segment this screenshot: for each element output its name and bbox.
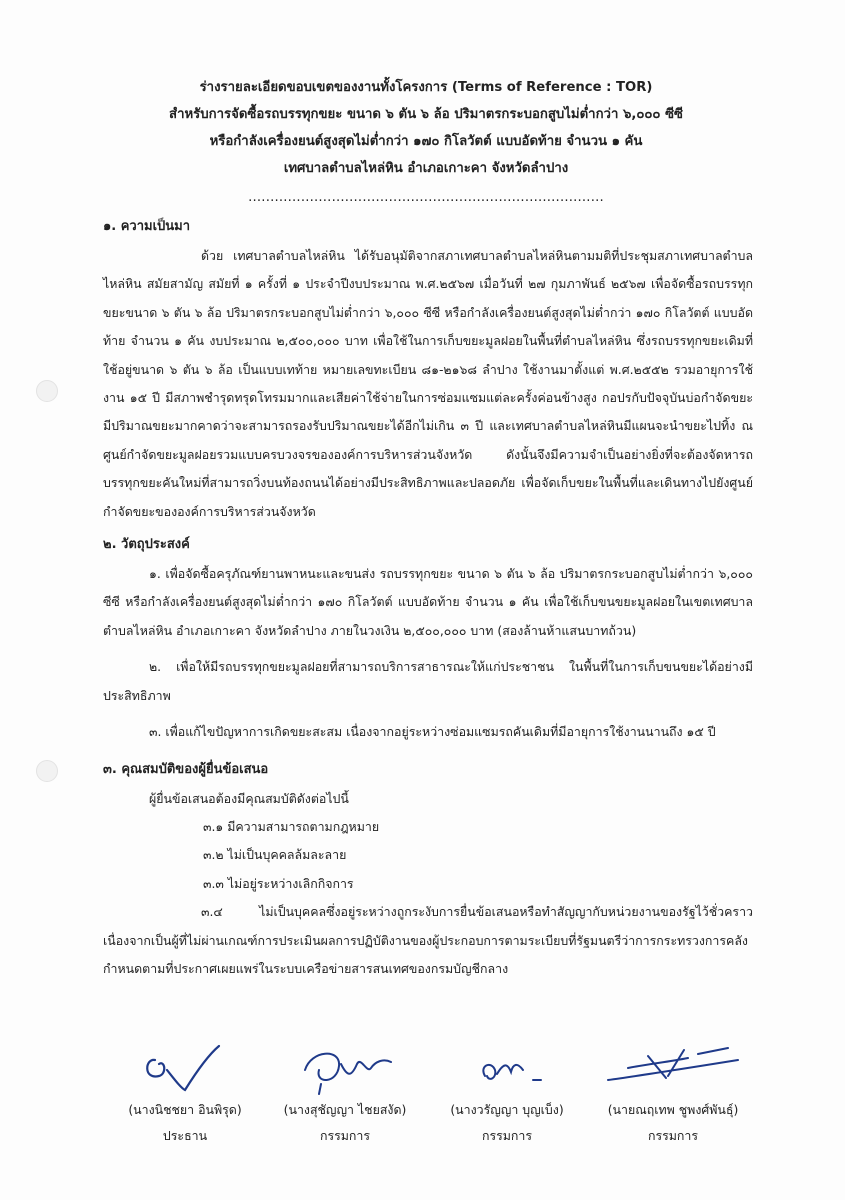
signatory-role: กรรมการ bbox=[481, 1128, 533, 1143]
signatory-name: (นางสุชัญญา ไชยสงัด) bbox=[283, 1102, 407, 1117]
qualification-item-4: ๓.๔ ไม่เป็นบุคคลซึ่งอยู่ระหว่างถูกระงับการยื่นข้อเสนอหรือทำสัญญากับหน่วยงานของรัฐไว้ชั่วคราว เนื่องจากเป็นผู้ที่ไม่ผ่านเกณฑ์การประเมินผลการปฏิบัติงานของผู้ประกอบการตามระเบียบที่รัฐมนตรีว่าการกระทรวงการคลังกำหนดตามที่ประกาศเผยแพร่ในระบบเครือข่ายสารสนเทศของกรมบัญชีกลาง bbox=[103, 904, 753, 976]
punch-hole-top bbox=[36, 380, 58, 402]
signatory-name: (นายณฤเทพ ชูพงศ์พันธุ์) bbox=[607, 1102, 739, 1117]
section-1-title: ๑. ความเป็นมา bbox=[103, 219, 191, 234]
section-2-title: ๒. วัตถุประสงค์ bbox=[103, 537, 190, 553]
header-title-line-2: สำหรับการจัดซื้อรถบรรทุกขยะ ขนาด ๖ ตัน ๖ ล้อ ปริมาตรกระบอกสูบไม่ต่ำกว่า ๖,๐๐๐ ซีซี bbox=[169, 107, 683, 122]
signatory-role: ประธาน bbox=[162, 1128, 208, 1143]
signature-committee-2 bbox=[422, 1040, 592, 1150]
signatory-role: กรรมการ bbox=[647, 1128, 699, 1143]
handwritten-signature-1 bbox=[115, 1040, 255, 1096]
qualification-item-3: ๓.๓ ไม่อยู่ระหว่างเลิกกิจการ bbox=[203, 875, 354, 891]
header-title-line-1: ร่างรายละเอียดขอบเขตของงานทั้งโครงการ (Terms of Reference : TOR) bbox=[199, 80, 653, 95]
objective-item-3: ๓. เพื่อแก้ไขปัญหาการเกิดขยะสะสม เนื่องจากอยู่ระหว่างซ่อมแซมรถคันเดิมที่มีอายุการใช้งานนานถึง ๑๕ ปี bbox=[149, 724, 716, 740]
header-title-line-3: หรือกำลังเครื่องยนต์สูงสุดไม่ต่ำกว่า ๑๗๐ กิโลวัตต์ แบบอัดท้าย จำนวน ๑ คัน bbox=[209, 134, 643, 149]
signature-block bbox=[100, 1040, 760, 1160]
signature-committee-3 bbox=[588, 1040, 758, 1150]
signature-committee-1 bbox=[260, 1040, 430, 1150]
header-title-line-4: เทศบาลตำบลไหล่หิน อำเภอเกาะคา จังหวัดลำปาง bbox=[283, 161, 569, 176]
qualification-item-1: ๓.๑ มีความสามารถตามกฎหมาย bbox=[203, 818, 380, 834]
qualification-item-2: ๓.๒ ไม่เป็นบุคคลล้มละลาย bbox=[203, 847, 347, 863]
handwritten-signature-4 bbox=[588, 1040, 758, 1096]
document-header bbox=[100, 74, 752, 211]
signatory-name: (นางวรัญญา บุญเบ็ง) bbox=[450, 1102, 564, 1117]
handwritten-signature-3 bbox=[437, 1040, 577, 1096]
objective-item-2: ๒. เพื่อให้มีรถบรรทุกขยะมูลฝอยที่สามารถบริการสาธารณะให้แก่ประชาชน ในพื้นที่ในการเก็บขนขยะได้อย่างมีประสิทธิภาพ bbox=[103, 659, 753, 703]
signature-chairperson bbox=[100, 1040, 270, 1150]
signatory-name: (นางนิชชยา อินพิรุด) bbox=[128, 1102, 242, 1117]
section-3-title: ๓. คุณสมบัติของผู้ยื่นข้อเสนอ bbox=[103, 761, 269, 777]
signatory-role: กรรมการ bbox=[319, 1128, 371, 1143]
header-dotted-divider: ................................................................................. bbox=[248, 190, 604, 205]
handwritten-signature-2 bbox=[275, 1040, 415, 1096]
document-body bbox=[103, 212, 753, 983]
qualification-intro: ผู้ยื่นข้อเสนอต้องมีคุณสมบัติดังต่อไปนี้ bbox=[149, 790, 349, 806]
section-1-body: ด้วย เทศบาลตำบลไหล่หิน ได้รับอนุมัติจากสภาเทศบาลตำบลไหล่หินตามมติที่ประชุมสภาเทศบาลตำบลไหล่หิน สมัยสามัญ สมัยที่ ๑ ครั้งที่ ๑ ประจำปีงบประมาณ พ.ศ.๒๕๖๗ เมื่อวันที่ ๒๗ กุมภาพันธ์ ๒๕๖๗ เพื่อจัดซื้อรถบรรทุกขยะขนาด ๖ ตัน ๖ ล้อ ปริมาตรกระบอกสูบไม่ต่ำกว่า ๖,๐๐๐ ซีซี หรือกำลังเครื่องยนต์สูงสุดไม่ต่ำกว่า ๑๗๐ กิโลวัตต์ แบบอัดท้าย จำนวน ๑ คัน งบประมาณ ๒,๕๐๐,๐๐๐ บาท เพื่อใช้ในการเก็บขยะมูลฝอยในพื้นที่ตำบลไหล่หิน ซึ่งรถบรรทุกขยะเดิมที่ใช้อยู่ขนาด ๖ ตัน ๖ ล้อ เป็นแบบเทท้าย หมายเลขทะเบียน ๘๑-๒๑๖๘ ลำปาง ใช้งานมาตั้งแต่ พ.ศ.๒๕๕๒ รวมอายุการใช้งาน ๑๕ ปี มีสภาพชำรุดทรุดโทรมมากและเสียค่าใช้จ่ายในการซ่อมแซมแต่ละครั้งค่อนข้างสูง กอปรกับปัจจุบันบ่อกำจัดขยะมีปริมาณขยะมากคาดว่าจะสามารถรองรับปริมาณขยะได้อีกไม่เกิน ๓ ปี และเทศบาลตำบลไหล่หินมีแผนจะนำขยะไปทิ้ง ณ ศูนย์กำจัดขยะมูลฝอยรวมแบบครบวงจรขององค์การบริหารส่วนจังหวัด ดังนั้นจึงมีความจำเป็นอย่างยิ่งที่จะต้องจัดหารถบรรทุกขยะคันใหม่ที่สามารถวิ่งบนท้องถนนได้อย่างมีประสิทธิภาพและปลอดภัย เพื่อจัดเก็บขยะในพื้นที่และเดินทางไปยังศูนย์กำจัดขยะขององค์การบริหารส่วนจังหวัด bbox=[103, 248, 753, 519]
punch-hole-bottom bbox=[36, 760, 58, 782]
objective-item-1: ๑. เพื่อจัดซื้อครุภัณฑ์ยานพาหนะและขนส่ง รถบรรทุกขยะ ขนาด ๖ ตัน ๖ ล้อ ปริมาตรกระบอกสูบไม่ต่ำกว่า ๖,๐๐๐ ซีซี หรือกำลังเครื่องยนต์สูงสุดไม่ต่ำกว่า ๑๗๐ กิโลวัตต์ แบบอัดท้าย จำนวน ๑ คัน เพื่อใช้เก็บขนขยะมูลฝอยในเขตเทศบาลตำบลไหล่หิน อำเภอเกาะคา จังหวัดลำปาง ภายในวงเงิน ๒,๕๐๐,๐๐๐ บาท (สองล้านห้าแสนบาทถ้วน) bbox=[103, 566, 753, 638]
